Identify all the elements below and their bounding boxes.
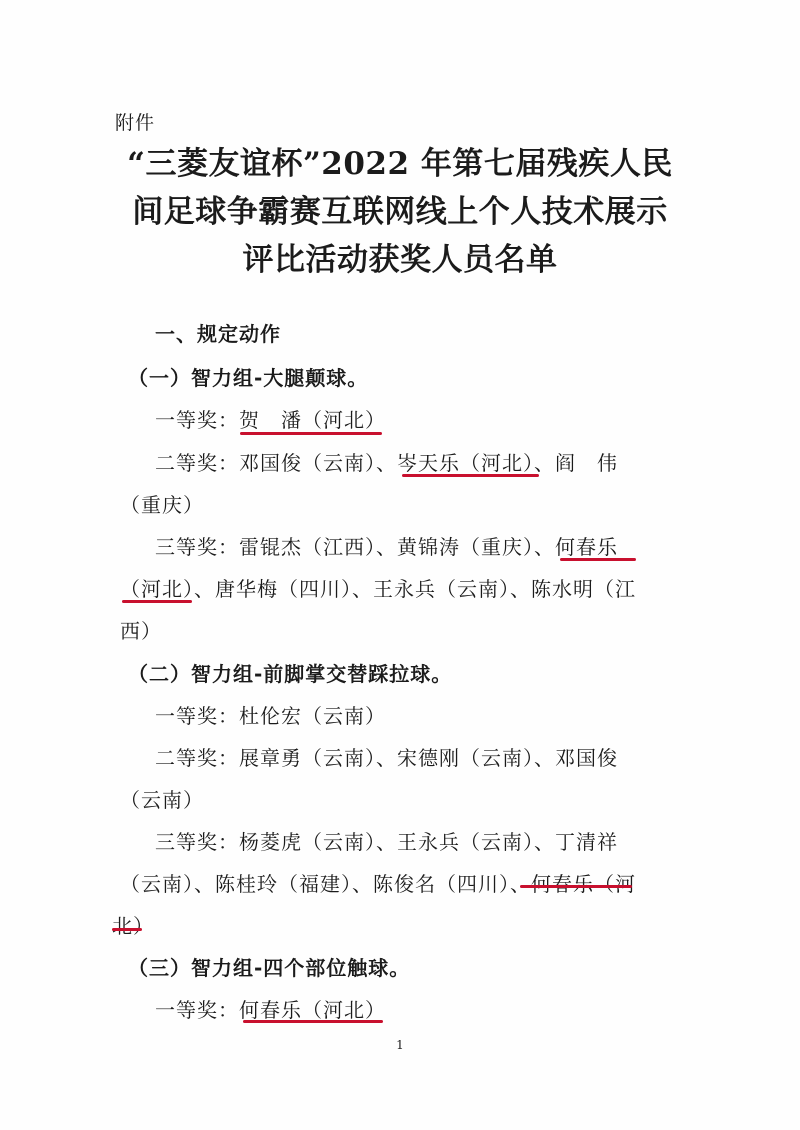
group-2-first-prize: 一等奖：杜伦宏（云南）: [155, 704, 386, 728]
red-underline-mark: [240, 432, 382, 435]
red-underline-mark: [243, 1020, 383, 1023]
group-1-first-prize: 一等奖：贺 潘（河北）: [155, 408, 386, 432]
group-1-third-prize-cont-2: 西）: [120, 619, 162, 643]
group-2-third-prize-cont-2: 北）: [112, 914, 154, 938]
section-heading: 一、规定动作: [155, 322, 281, 346]
group-1-heading: （一）智力组-大腿颠球。: [128, 366, 369, 390]
title-line-1: “三菱友谊杯”2022 年第七届残疾人民: [127, 146, 673, 182]
group-2-second-prize-cont: （云南）: [120, 788, 204, 812]
group-1-second-prize-cont: （重庆）: [120, 493, 204, 517]
group-2-third-prize-cont: （云南）、陈桂玲（福建）、陈俊名（四川）、何春乐（河: [120, 872, 636, 896]
red-underline-mark: [520, 885, 632, 888]
title-line-3: 评比活动获奖人员名单: [242, 242, 558, 278]
red-underline-mark: [112, 928, 142, 931]
document-title: [100, 140, 700, 284]
group-3-heading: （三）智力组-四个部位触球。: [128, 956, 411, 980]
group-1-third-prize: 三等奖：雷锟杰（江西）、黄锦涛（重庆）、何春乐: [155, 535, 618, 559]
group-3-first-prize: 一等奖：何春乐（河北）: [155, 998, 386, 1022]
page-number: 1: [396, 1038, 404, 1052]
group-1-second-prize: 二等奖：邓国俊（云南）、岑天乐（河北）、阎 伟: [155, 451, 618, 475]
group-2-heading: （二）智力组-前脚掌交替踩拉球。: [128, 662, 453, 686]
group-1-third-prize-cont: （河北）、唐华梅（四川）、王永兵（云南）、陈水明（江: [120, 577, 636, 601]
group-2-second-prize: 二等奖：展章勇（云南）、宋德刚（云南）、邓国俊: [155, 746, 618, 770]
red-underline-mark: [122, 600, 192, 603]
red-underline-mark: [402, 474, 539, 477]
group-2-third-prize: 三等奖：杨菱虎（云南）、王永兵（云南）、丁清祥: [155, 830, 618, 854]
title-line-2: 间足球争霸赛互联网线上个人技术展示: [132, 194, 668, 230]
red-underline-mark: [560, 558, 636, 561]
attachment-label: 附件: [115, 112, 156, 134]
